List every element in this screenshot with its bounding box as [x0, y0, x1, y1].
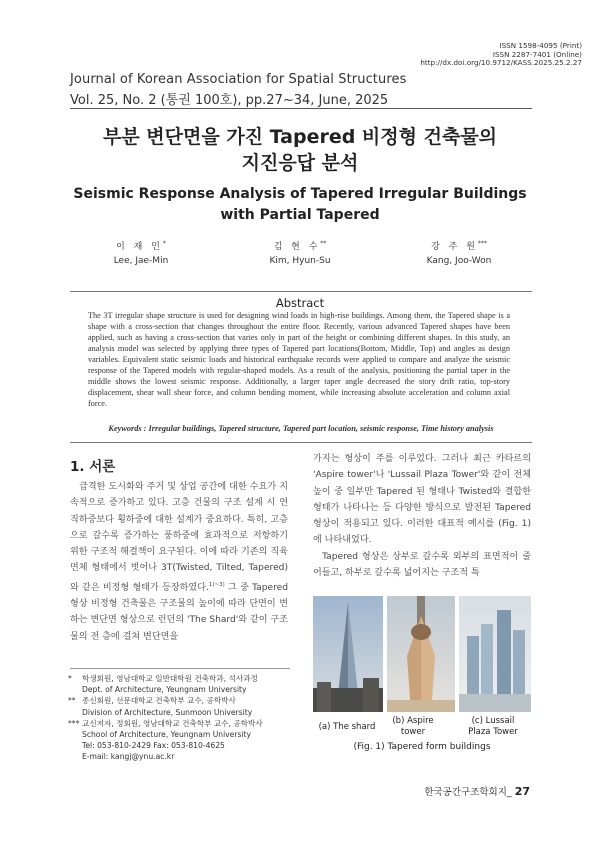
author-korean-name: 강 주 원	[431, 242, 478, 252]
footer-journal: 한국공간구조학회지	[424, 787, 507, 798]
author-mark: **	[320, 240, 327, 247]
paragraph: Tapered 형상은 상부로 갈수록 외부의 표면적이 줄어들고, 하부로 갈수록 넓어지는 구조적 특	[313, 551, 531, 579]
english-title: Seismic Response Analysis of Tapered Irregular Buildings with Partial Tapered	[73, 186, 527, 223]
abstract-heading: Abstract	[275, 296, 325, 310]
footnote-rule	[70, 668, 290, 669]
korean-title	[0, 124, 600, 176]
footnote	[68, 695, 298, 717]
figure-caption-c: (c) Lussail Plaza Tower	[468, 716, 518, 737]
footnote-line: 교신저자, 정회원, 영남대학교 건축학부 교수, 공학박사	[82, 718, 263, 728]
paragraph	[70, 479, 288, 645]
lussail-plaza-tower-photo	[459, 596, 531, 712]
author-3	[384, 237, 534, 268]
footnote-line: 학생회원, 영남대학교 일반대학원 건축학과, 석사과정	[82, 674, 258, 683]
author-english-name: Kim, Hyun-Su	[269, 256, 331, 266]
header-rule	[70, 108, 532, 109]
page-footer: 한국공간구조학회지_ 27	[424, 785, 530, 798]
section-heading: 1. 서론	[70, 459, 116, 475]
korean-title-line1: 부분 변단면을 가진 Tapered 비정형 건축물의	[102, 126, 498, 148]
body-column-right	[313, 451, 531, 581]
doi-link[interactable]: http://dx.doi.org/10.9712/KASS.2025.25.2.27	[420, 58, 582, 68]
footnote-mark: ***	[68, 718, 80, 728]
footnote-line: 종신회원, 선문대학교 건축학부 교수, 공학박사	[82, 696, 236, 706]
abstract-top-rule	[70, 291, 532, 292]
issn-online: ISSN 2287-7401 (Online)	[492, 49, 582, 59]
body-column-left	[70, 479, 288, 645]
author-2	[225, 237, 375, 268]
issn-block	[420, 42, 582, 68]
figure-title: (Fig. 1) Tapered form buildings	[353, 742, 491, 752]
keywords: Keywords : Irregular buildings, Tapered structure, Tapered part location, seismic response, Time history analysis	[108, 424, 494, 433]
author-mark: *	[162, 240, 166, 247]
footnote-line: Division of Architecture, Sunmoon University	[82, 707, 253, 717]
footnotes	[68, 673, 298, 763]
author-1	[66, 237, 216, 268]
korean-title-line2: 지진응답 분석	[241, 152, 359, 174]
author-english-name: Kang, Joo-Won	[426, 256, 492, 266]
author-english-name: Lee, Jae-Min	[113, 256, 169, 266]
author-korean-name: 김 현 수	[273, 242, 321, 252]
abstract-text: The 3T irregular shape structure is used for designing wind loads in high-rise buildings. Among them, the Tapered shape is a shape with a cross-section that changes throughout the entire floor. Recently, various advanced Tapered shapes have been applied, such as having a cross-section that varies only in part of the height or combining different shapes. In this study, an analysis model was selected by applying three types of Tapered part locations(Bottom, Middle, Top) and angles as design variables. Equivalent static seismic loads and historical earthquake records were applied to compare and analyze the seismic response of the Tapered models with regular-shaped models. As a result of the analysis, positioning the partial taper in the middle shows the lowest seismic response. Additionally, a larger taper angle decreased the story drift ratio, top-story displacement, shear wall shear force, and column bending moment, while increasing absolute acceleration and column axial force.	[88, 311, 510, 408]
issn-print: ISSN 1598-4095 (Print)	[499, 41, 582, 50]
keywords-bottom-rule	[70, 442, 532, 443]
paragraph-text: 그 중 Tapered 형상 비정형 건축물은 구조물의 높이에 따라 단면이 변하는 변단면 형상으로 런던의 'The Shard'와 같이 구조물의 전 층에 걸쳐 변단면을	[70, 582, 288, 642]
page-number: 27	[514, 785, 530, 798]
aspire-tower-photo	[387, 596, 455, 712]
author-korean-name: 이 재 민	[116, 242, 163, 252]
footnote-line: E-mail: kangj@ynu.ac.kr	[82, 752, 175, 762]
paragraph: 가지는 형상이 주를 이루었다. 그러나 최근 카타르의 'Aspire tower'나 'Lussail Plaza Tower'와 같이 전체 높이 중 일부만 Tapered 된 형태나 Twisted와 결합한 형태가 나타나는 등 다양한 방식으로 발전된 Tapered 형상이 적용되고 있다. 이러한 대표적 예시를 (Fig. 1)에 나타내었다.	[313, 454, 531, 546]
figure-photos	[313, 596, 531, 712]
footnote	[68, 673, 298, 695]
journal-name: Journal of Korean Association for Spatial Structures	[70, 72, 407, 87]
footnote-mark: **	[68, 696, 76, 706]
reference-mark: 1)~3)	[208, 581, 225, 588]
footnote-line: School of Architecture, Yeungnam University	[82, 730, 252, 740]
footnote	[68, 718, 298, 763]
paragraph-text: 급격한 도시화와 주거 및 상업 공간에 대한 수요가 지속적으로 증가하고 있다. 고층 건물의 구조 설계 시 연직하중보다 횡하중에 대한 설계가 중요하다. 특히, 고층으로 갈수록 증가하는 풍하중에 효과적으로 저항하기 위한 구조적 해결책이 요구된다. 이에 따라 기존의 직육면체 형태에서 벗어나 3T(Twisted, Tilted, Tapered)와 같은 비정형 형태가 등장하였다.	[70, 482, 288, 593]
journal-volume: Vol. 25, No. 2 (통권 100호), pp.27~34, June, 2025	[70, 93, 389, 108]
footnote-mark: *	[68, 674, 72, 683]
figure-caption-b: (b) Aspire tower	[392, 716, 434, 737]
footnote-line: Dept. of Architecture, Yeungnam University	[82, 685, 247, 695]
shard-photo	[313, 596, 383, 712]
figure-caption-a: (a) The shard	[318, 722, 376, 732]
author-mark: ***	[477, 240, 487, 247]
footnote-line: Tel: 053-810-2429 Fax: 053-810-4625	[82, 741, 225, 751]
